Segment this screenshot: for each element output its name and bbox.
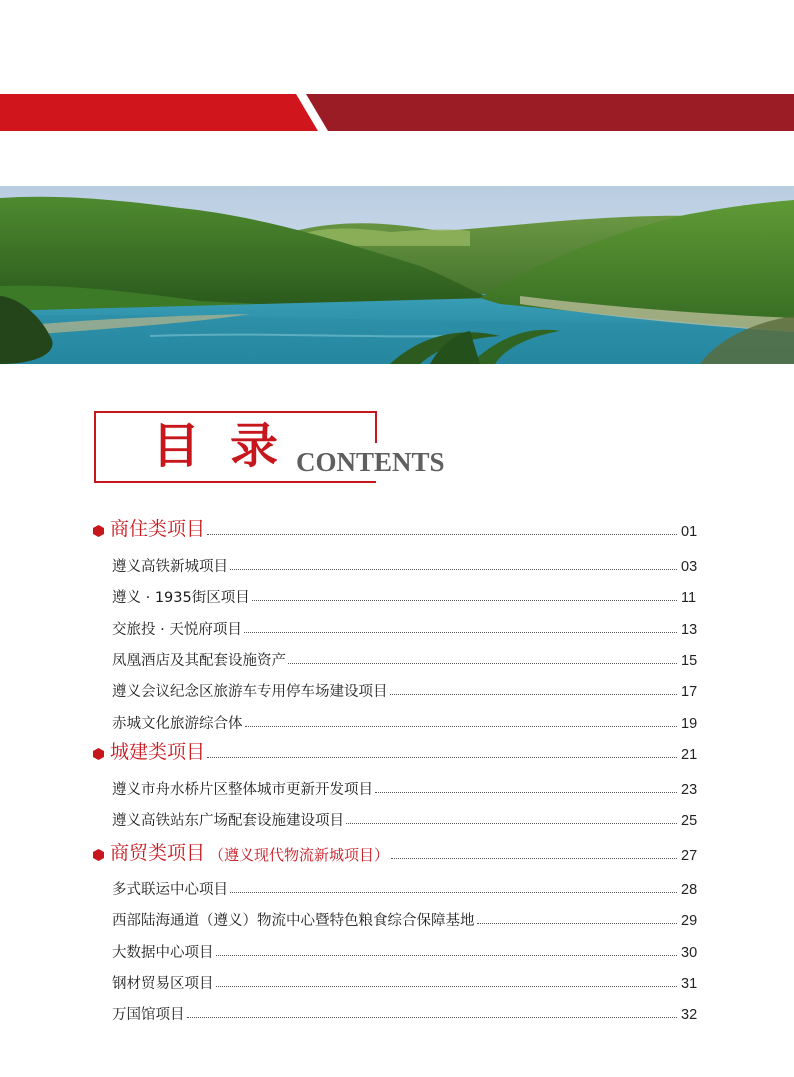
- banner-photo: [0, 186, 794, 364]
- toc-page-number: 11: [681, 590, 697, 606]
- toc-page-number: 01: [681, 524, 698, 540]
- toc-label: 多式联运中心项目: [112, 882, 228, 898]
- dot-leader: [207, 533, 677, 535]
- dot-leader: [346, 822, 677, 824]
- toc-page-number: 32: [681, 1007, 698, 1023]
- toc-item[interactable]: [0, 580, 794, 608]
- toc-page-number: 03: [681, 559, 698, 575]
- toc-page-number: 31: [681, 976, 698, 992]
- toc-item[interactable]: [0, 706, 794, 734]
- header-band: [0, 94, 794, 131]
- toc-page-number: 13: [681, 622, 698, 638]
- hexagon-bullet-icon: [93, 525, 104, 537]
- dot-leader: [187, 1016, 678, 1018]
- dot-leader: [244, 631, 677, 633]
- toc-label: 遵义高铁站东广场配套设施建设项目: [112, 813, 344, 829]
- toc-label: 赤城文化旅游综合体: [112, 716, 243, 732]
- toc-label: 遵义会议纪念区旅游车专用停车场建设项目: [112, 684, 388, 700]
- dot-leader: [216, 954, 678, 956]
- toc-page-number: 17: [681, 684, 698, 700]
- toc-page-number: 28: [681, 882, 698, 898]
- hexagon-bullet-icon: [93, 849, 104, 861]
- toc-label: 商贸类项目: [110, 842, 206, 864]
- toc-item[interactable]: [0, 872, 794, 900]
- toc-section[interactable]: [0, 737, 794, 765]
- dot-leader: [477, 922, 678, 924]
- dot-leader: [252, 599, 677, 601]
- toc-label: 万国馆项目: [112, 1007, 185, 1023]
- page-title-en: CONTENTS: [296, 447, 445, 477]
- toc-label-extra: （遵义现代物流新城项目）: [209, 846, 390, 864]
- toc-page-number: 25: [681, 813, 698, 829]
- toc-label: 遵义 · 1935街区项目: [112, 590, 250, 606]
- toc-page-number: 27: [681, 848, 698, 864]
- toc-item[interactable]: [0, 772, 794, 800]
- toc-item[interactable]: [0, 612, 794, 640]
- toc-page-number: 23: [681, 782, 698, 798]
- toc-item[interactable]: [0, 903, 794, 931]
- toc-label: 城建类项目: [110, 741, 206, 763]
- toc-item[interactable]: [0, 935, 794, 963]
- dot-leader: [391, 857, 677, 859]
- toc-label: 遵义市舟水桥片区整体城市更新开发项目: [112, 782, 373, 798]
- hexagon-bullet-icon: [93, 748, 104, 760]
- dot-leader: [288, 662, 677, 664]
- toc-item[interactable]: [0, 997, 794, 1025]
- toc-item[interactable]: [0, 966, 794, 994]
- toc-label: 交旅投 · 天悦府项目: [112, 622, 242, 638]
- toc-label: 凤凰酒店及其配套设施资产: [112, 653, 286, 669]
- toc-section[interactable]: [0, 514, 794, 542]
- toc-item[interactable]: [0, 643, 794, 671]
- dot-leader: [390, 693, 678, 695]
- toc-page-number: 15: [681, 653, 698, 669]
- dot-leader: [216, 985, 678, 987]
- toc-label: 商住类项目: [110, 518, 206, 540]
- toc-page-number: 21: [681, 747, 698, 763]
- toc-page-number: 30: [681, 945, 698, 961]
- toc-label: 大数据中心项目: [112, 945, 214, 961]
- toc-section[interactable]: [0, 838, 794, 866]
- toc-label: 遵义高铁新城项目: [112, 559, 228, 575]
- toc-label: 西部陆海通道（遵义）物流中心暨特色粮食综合保障基地: [112, 913, 475, 929]
- page-title: 目录: [152, 418, 309, 474]
- toc-item[interactable]: [0, 674, 794, 702]
- toc-item[interactable]: [0, 803, 794, 831]
- toc-page-number: 19: [681, 716, 698, 732]
- dot-leader: [230, 568, 677, 570]
- dot-leader: [245, 725, 678, 727]
- dot-leader: [207, 756, 677, 758]
- toc-label: 钢材贸易区项目: [112, 976, 214, 992]
- toc-page-number: 29: [681, 913, 698, 929]
- toc-item[interactable]: [0, 549, 794, 577]
- dot-leader: [375, 791, 677, 793]
- dot-leader: [230, 891, 677, 893]
